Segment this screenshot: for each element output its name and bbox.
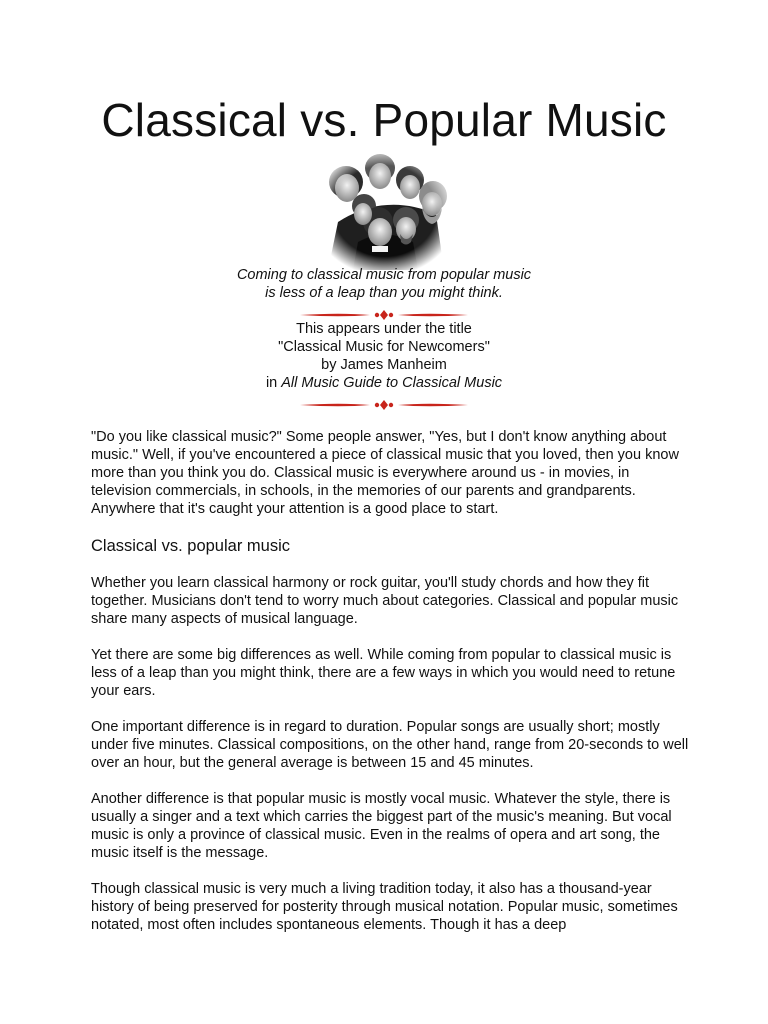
credit-source-line	[0, 374, 768, 392]
subtitle-line: is less of a leap than you might think.	[265, 285, 503, 301]
subtitle	[0, 266, 768, 302]
credit-line: This appears under the title	[296, 321, 472, 337]
document-title: Classical vs. Popular Music	[101, 94, 667, 146]
body-paragraph: Though classical music is very much a living tradition today, it also has a thousand-year history of being preserved for posterity through musical notation. Popular music, sometimes notated, most often includes spontaneous elements. Though it has a deep	[91, 881, 678, 933]
subtitle-line: Coming to classical music from popular music	[236, 267, 532, 283]
credit-book-title: All Music Guide to Classical Music	[281, 375, 503, 391]
article-body	[91, 428, 691, 952]
ornamental-divider	[298, 398, 470, 412]
composer-portraits-image	[318, 152, 452, 270]
body-paragraph: Another difference is that popular music is mostly vocal music. Whatever the style, there is usually a singer and a text which carries the biggest part of the music's meaning. But vocal music is only a province of classical music. Even in the realms of opera and art song, the music itself is the message.	[91, 791, 672, 861]
section-heading: Classical vs. popular music	[91, 537, 290, 555]
credit-line: "Classical Music for Newcomers"	[278, 339, 490, 355]
body-paragraph: One important difference is in regard to duration. Popular songs are usually short; mostly under five minutes. Classical compositions, on the other hand, range from 20-seconds to well over an hour, but the general average is between 15 and 45 minutes.	[91, 719, 689, 771]
body-paragraph: Whether you learn classical harmony or rock guitar, you'll study chords and how they fit together. Musicians don't tend to worry much about categories. Classical and popular music share many aspects of musical language.	[91, 575, 679, 627]
intro-paragraph: "Do you like classical music?" Some people answer, "Yes, but I don't know anything about music." Well, if you've encountered a piece of classical music that you loved, then you know more than you think you do. Classical music is everywhere around us - in movies, in television commercials, in schools, in the memories of our parents and grandparents. Anywhere that it's caught your attention is a good place to start.	[91, 429, 679, 517]
credit-in-prefix: in	[265, 375, 282, 391]
body-paragraph: Yet there are some big differences as well. While coming from popular to classical music is less of a leap than you might think, there are a few ways in which you would need to retune your ears.	[91, 647, 676, 699]
credit-line: by James Manheim	[321, 357, 447, 373]
article-credits	[0, 320, 768, 392]
